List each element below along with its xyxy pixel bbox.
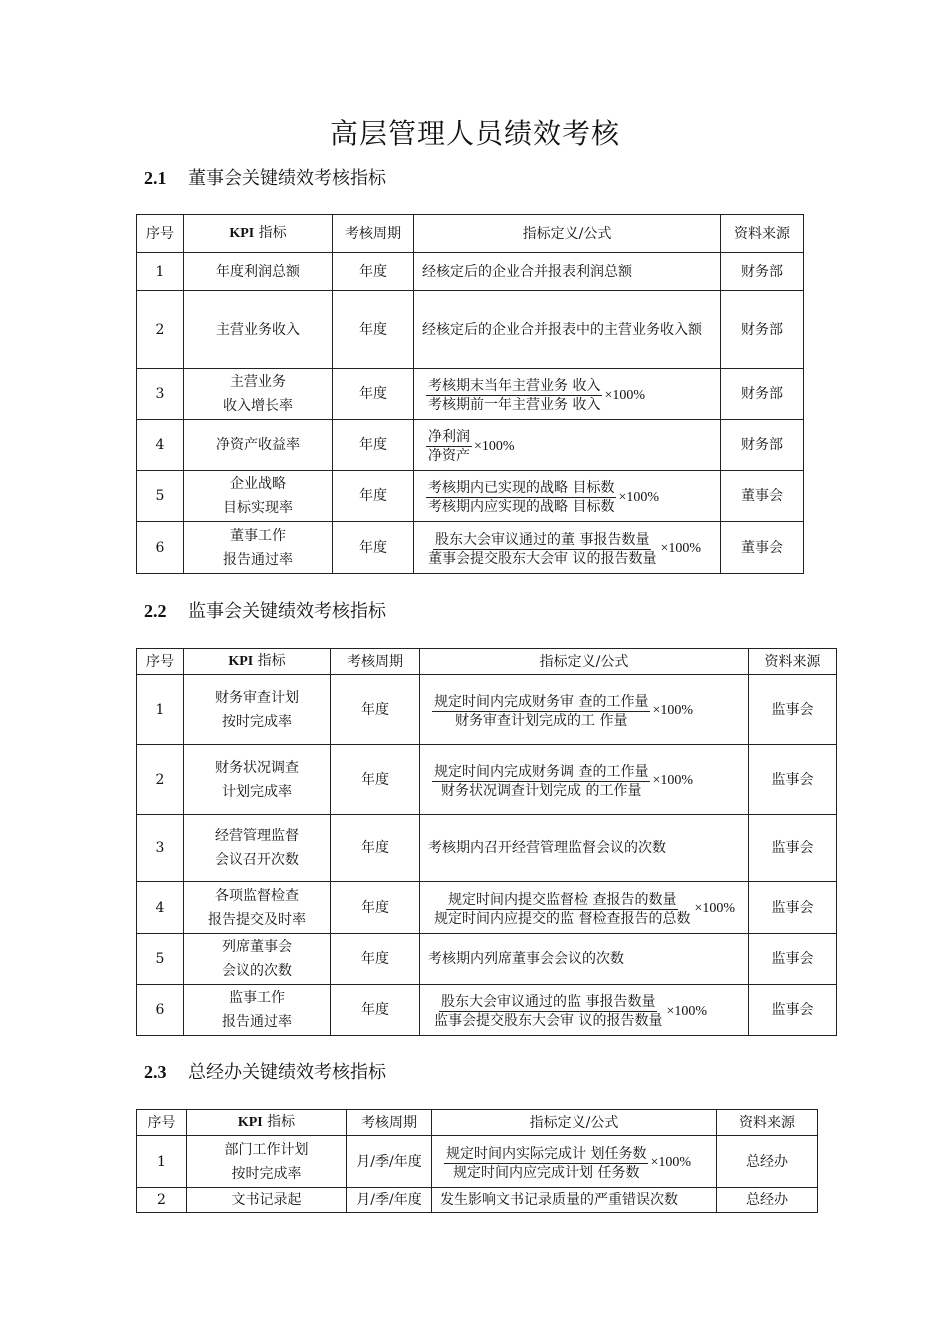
row-seq: 4 [137,420,184,471]
row-formula [420,745,749,815]
header-kpi-abbr: KPI [237,1115,263,1130]
formula-denominator: 财务审查计划完成的工 作量 [455,712,628,729]
kpi-name-line: 主营业务 [230,374,286,390]
formula-multiplier: ×100% [660,541,702,556]
table-header-row [137,215,804,253]
row-period: 年度 [331,985,420,1036]
formula-numerator: 规定时间内完成财务审 查的工作量 [434,693,649,710]
kpi-name-line: 监事工作 [229,990,285,1006]
row-kpi [184,985,331,1036]
formula-denominator: 净资产 [428,448,470,464]
formula-numerator: 规定时间内提交监督检 查报告的数量 [448,891,677,908]
table-row [137,985,837,1036]
header-source: 资料来源 [721,215,804,253]
row-period: 年度 [331,815,420,882]
section-heading-board [144,164,386,190]
row-seq: 5 [137,934,184,985]
kpi-name-line: 部门工作计划 [224,1141,309,1158]
row-period: 年度 [331,882,420,934]
table-row [137,882,837,934]
header-kpi-label: 指标 [254,225,287,241]
row-formula [420,985,749,1036]
kpi-table-general-office [136,1109,818,1213]
table-row [137,369,804,420]
formula-numerator: 考核期内已实现的战略 目标数 [428,480,615,496]
kpi-name-line: 主营业务收入 [216,321,300,338]
header-seq: 序号 [137,1110,187,1136]
row-source: 监事会 [749,675,837,745]
table-row [137,420,804,471]
formula [432,993,707,1030]
kpi-name-line: 董事工作 [230,527,286,544]
kpi-name-line: 会议召开次数 [215,852,299,868]
row-formula [432,1136,717,1188]
formula [432,763,693,800]
row-period: 年度 [331,675,420,745]
fraction [426,479,616,516]
kpi-table-supervisory [136,648,837,1036]
header-kpi-abbr: KPI [228,654,254,669]
header-kpi-label: 指标 [253,653,286,669]
formula-multiplier: ×100% [666,1003,708,1019]
row-seq: 3 [137,815,184,882]
row-source: 财务部 [721,253,804,291]
header-period: 考核周期 [333,215,414,253]
kpi-name-line: 经营管理监督 [215,828,299,844]
row-seq: 2 [137,291,184,369]
fraction [426,531,658,568]
kpi-name-line: 文书记录起 [231,1192,302,1208]
formula-multiplier: ×100% [650,1155,692,1170]
kpi-name-line: 收入增长率 [223,398,293,414]
formula [426,531,701,568]
section-title: 董事会关键绩效考核指标 [188,168,386,189]
row-source: 监事会 [749,815,837,882]
row-kpi [184,882,331,934]
formula-denominator: 考核期内应实现的战略 目标数 [428,499,615,515]
row-kpi [184,815,331,882]
header-source: 资料来源 [717,1110,818,1136]
row-seq: 6 [137,985,184,1036]
row-period: 年度 [333,253,414,291]
kpi-name-line: 计划完成率 [222,783,292,800]
table-row [137,291,804,369]
row-definition: 考核期内召开经营管理监督会议的次数 [420,815,749,882]
row-formula [414,369,721,420]
row-source: 财务部 [721,369,804,420]
formula-numerator: 净利润 [428,429,470,445]
kpi-name-line: 年度利润总额 [216,263,300,280]
formula [444,1145,691,1182]
header-period: 考核周期 [347,1110,432,1136]
row-formula [414,522,721,574]
row-source: 董事会 [721,522,804,574]
formula-multiplier: ×100% [652,773,694,788]
kpi-name-line: 按时完成率 [231,1165,302,1182]
kpi-name-line: 按时完成率 [222,713,292,730]
fraction [426,377,602,414]
header-period: 考核周期 [331,649,420,675]
row-kpi [184,291,333,369]
formula-numerator: 规定时间内完成财务调 查的工作量 [434,763,649,780]
row-seq: 5 [137,471,184,522]
kpi-name-line: 报告提交及时率 [208,911,306,928]
section-number: 2.3 [144,1062,167,1082]
row-source: 财务部 [721,420,804,471]
formula-multiplier: ×100% [474,438,515,454]
formula-multiplier: ×100% [652,703,694,718]
formula-denominator: 财务状况调查计划完成 的工作量 [441,782,642,799]
table-row [137,675,837,745]
row-source: 监事会 [749,882,837,934]
header-kpi [187,1110,347,1136]
row-source: 监事会 [749,934,837,985]
table-row [137,934,837,985]
row-source: 总经办 [717,1136,818,1188]
row-period: 月/季/年度 [347,1188,432,1213]
row-source: 财务部 [721,291,804,369]
row-kpi [184,522,333,574]
row-formula [420,882,749,934]
section-title: 监事会关键绩效考核指标 [188,601,386,622]
formula-denominator: 监事会提交股东大会审 议的报告数量 [434,1013,663,1029]
header-definition: 指标定义/公式 [414,215,721,253]
row-period: 年度 [333,522,414,574]
row-seq: 2 [137,745,184,815]
row-kpi [184,745,331,815]
formula-multiplier: ×100% [694,901,736,916]
row-period: 年度 [333,291,414,369]
row-seq: 4 [137,882,184,934]
table-row [137,745,837,815]
row-definition: 经核定后的企业合并报表利润总额 [414,253,721,291]
row-kpi [184,934,331,985]
section-number: 2.2 [144,601,167,621]
formula-numerator: 考核期末当年主营业务 收入 [428,378,601,394]
row-source: 监事会 [749,745,837,815]
row-seq: 6 [137,522,184,574]
formula [426,479,659,516]
formula [432,891,735,928]
formula-denominator: 规定时间内应提交的监 督检查报告的总数 [434,910,691,927]
header-source: 资料来源 [749,649,837,675]
fraction [432,763,650,800]
kpi-name-line: 报告通过率 [223,551,293,568]
kpi-name-line: 列席董事会 [222,939,292,955]
formula-numerator: 规定时间内实际完成计 划任务数 [446,1145,647,1162]
row-period: 年度 [333,369,414,420]
fraction [444,1145,648,1182]
row-kpi [184,471,333,522]
section-number: 2.1 [144,168,167,188]
row-kpi [187,1136,347,1188]
fraction [432,891,692,928]
kpi-name-line: 财务审查计划 [215,689,299,706]
formula-numerator: 股东大会审议通过的监 事报告数量 [441,994,656,1010]
header-kpi-label: 指标 [262,1114,296,1130]
header-kpi-abbr: KPI [229,226,255,241]
kpi-name-line: 财务状况调查 [215,759,299,776]
kpi-name-line: 各项监督检查 [215,887,299,904]
table-row [137,1136,818,1188]
header-seq: 序号 [137,649,184,675]
header-definition: 指标定义/公式 [432,1110,717,1136]
fraction [426,428,472,465]
kpi-name-line: 报告通过率 [222,1014,292,1030]
section-title: 总经办关键绩效考核指标 [188,1062,386,1083]
row-source: 董事会 [721,471,804,522]
header-definition: 指标定义/公式 [420,649,749,675]
formula [426,377,645,414]
table-row [137,1188,818,1213]
row-seq: 1 [137,253,184,291]
row-formula [414,471,721,522]
row-formula [420,675,749,745]
row-seq: 2 [137,1188,187,1213]
table-row [137,815,837,882]
formula-denominator: 董事会提交股东大会审 议的报告数量 [428,550,657,567]
row-period: 年度 [333,471,414,522]
formula-multiplier: ×100% [618,489,660,505]
row-period: 年度 [333,420,414,471]
table-row [137,253,804,291]
row-kpi [184,369,333,420]
row-period: 年度 [331,745,420,815]
row-formula [414,420,721,471]
formula-denominator: 规定时间内应完成计划 任务数 [453,1164,640,1181]
formula-numerator: 股东大会审议通过的董 事报告数量 [435,531,650,548]
header-kpi [184,215,333,253]
page-title: 高层管理人员绩效考核 [329,117,620,150]
kpi-name-line: 企业战略 [230,476,286,492]
row-definition: 经核定后的企业合并报表中的主营业务收入额 [414,291,721,369]
fraction [432,993,664,1030]
row-seq: 1 [137,1136,187,1188]
table-row [137,522,804,574]
row-kpi [184,420,333,471]
row-source: 总经办 [717,1188,818,1213]
row-source: 监事会 [749,985,837,1036]
section-heading-supervisory [144,597,386,623]
row-kpi [184,253,333,291]
row-seq: 3 [137,369,184,420]
fraction [432,693,650,730]
kpi-name-line: 净资产收益率 [216,437,300,453]
formula [426,428,515,465]
row-definition: 发生影响文书记录质量的严重错误次数 [432,1188,717,1213]
kpi-table-board [136,214,804,574]
kpi-name-line: 会议的次数 [222,963,292,979]
table-header-row [137,1110,818,1136]
kpi-name-line: 目标实现率 [223,500,293,516]
header-seq: 序号 [137,215,184,253]
table-row [137,471,804,522]
row-kpi [187,1188,347,1213]
section-heading-general-office [144,1058,386,1084]
formula [432,693,693,730]
row-period: 年度 [331,934,420,985]
row-seq: 1 [137,675,184,745]
formula-denominator: 考核期前一年主营业务 收入 [428,397,601,413]
table-header-row [137,649,837,675]
formula-multiplier: ×100% [604,387,646,403]
header-kpi [184,649,331,675]
row-kpi [184,675,331,745]
row-period: 月/季/年度 [347,1136,432,1188]
row-definition: 考核期内列席董事会会议的次数 [420,934,749,985]
